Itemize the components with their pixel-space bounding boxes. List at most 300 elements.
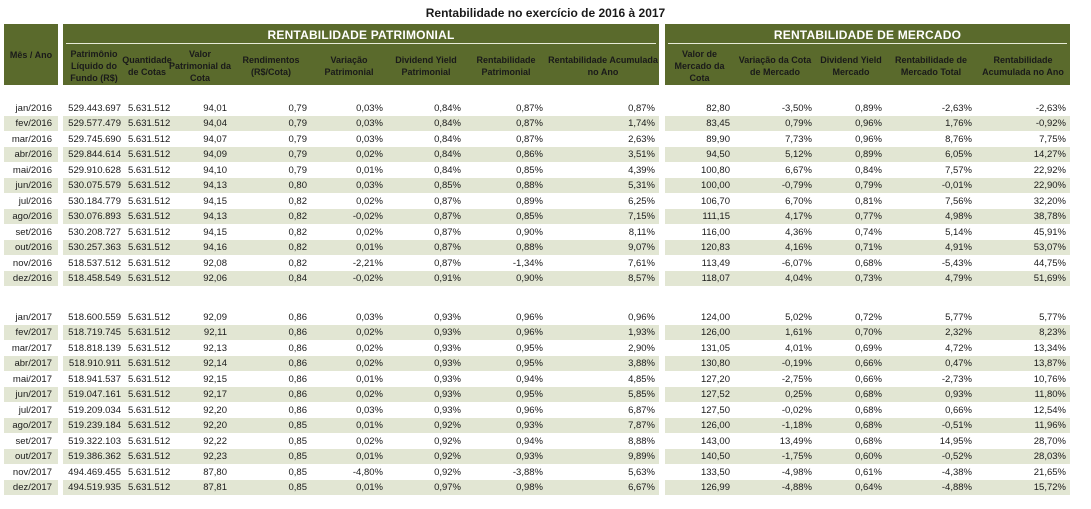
cell-patrimonio-liquido: 518.818.139 — [68, 342, 121, 354]
cell-dividend-yield-patrimonial: 0,92% — [434, 466, 461, 478]
cell-valor-patrimonial-cota: 94,15 — [203, 195, 227, 207]
cell-dividend-yield-patrimonial: 0,93% — [434, 312, 461, 323]
table-row — [0, 209, 1091, 224]
cell-rentabilidade-acumulada-mercado: 5,77% — [1039, 312, 1066, 323]
column-header-rendimentos: Rendimentos (R$/Cota) — [242, 54, 300, 77]
cell-rentabilidade-mercado-total: -5,43% — [941, 257, 972, 269]
cell-rentabilidade-mercado-total: 1,76% — [945, 118, 972, 130]
cell-patrimonio-liquido: 530.257.363 — [68, 242, 121, 254]
cell-patrimonio-liquido: 529.910.628 — [68, 164, 121, 176]
cell-valor-patrimonial-cota: 94,07 — [203, 133, 227, 145]
cell-rentabilidade-acumulada-patrimonial: 0,87% — [628, 103, 655, 114]
cell-valor-mercado-cota: 100,80 — [700, 164, 730, 176]
group-title-mercado: RENTABILIDADE DE MERCADO — [773, 28, 962, 42]
cell-dividend-yield-patrimonial: 0,84% — [434, 133, 461, 145]
cell-rentabilidade-acumulada-mercado: 45,91% — [1033, 226, 1066, 238]
cell-rentabilidade-mercado-total: -2,73% — [941, 373, 972, 385]
cell-month: abr/2017 — [14, 358, 52, 370]
cell-dividend-yield-mercado: 0,72% — [855, 312, 882, 323]
cell-month: mar/2016 — [11, 133, 52, 145]
table-row — [0, 178, 1091, 193]
cell-rentabilidade-mercado-total: -0,51% — [941, 420, 972, 432]
cell-rentabilidade-acumulada-mercado: 44,75% — [1033, 257, 1066, 269]
cell-patrimonio-liquido: 519.239.184 — [68, 420, 121, 432]
cell-quantidade-cotas: 5.631.512 — [128, 211, 171, 223]
cell-dividend-yield-mercado: 0,68% — [855, 404, 882, 416]
cell-rentabilidade-acumulada-patrimonial: 5,63% — [628, 466, 655, 478]
cell-patrimonio-liquido: 494.519.935 — [68, 481, 121, 493]
cell-rentabilidade-patrimonial: 0,88% — [516, 242, 543, 254]
cell-month: jan/2016 — [15, 103, 52, 114]
cell-rendimentos: 0,85 — [288, 451, 307, 463]
cell-variacao-patrimonial: -2,21% — [352, 257, 383, 269]
column-header-valor-mercado-cota: Valor de Mercado da Cota — [674, 48, 725, 83]
cell-quantidade-cotas: 5.631.512 — [128, 342, 171, 354]
cell-quantidade-cotas: 5.631.512 — [128, 481, 171, 493]
column-header-patrimonio-liquido: Patrimônio Líquido do Fundo (R$) — [70, 48, 118, 83]
cell-variacao-patrimonial: 0,01% — [356, 481, 383, 493]
cell-variacao-patrimonial: 0,02% — [356, 327, 383, 339]
cell-dividend-yield-patrimonial: 0,97% — [434, 481, 461, 493]
cell-rentabilidade-patrimonial: 0,96% — [516, 312, 543, 323]
cell-rentabilidade-patrimonial: 0,87% — [516, 103, 543, 114]
cell-variacao-patrimonial: 0,01% — [356, 242, 383, 254]
cell-valor-patrimonial-cota: 94,04 — [203, 118, 227, 130]
cell-dividend-yield-mercado: 0,69% — [855, 342, 882, 354]
cell-valor-mercado-cota: 116,00 — [701, 226, 730, 238]
cell-quantidade-cotas: 5.631.512 — [128, 466, 171, 478]
cell-valor-patrimonial-cota: 87,80 — [203, 466, 227, 478]
cell-rendimentos: 0,82 — [288, 211, 307, 223]
cell-valor-mercado-cota: 106,70 — [700, 195, 730, 207]
cell-valor-patrimonial-cota: 92,13 — [203, 342, 227, 354]
cell-rentabilidade-patrimonial: 0,87% — [516, 118, 543, 130]
cell-dividend-yield-mercado: 0,77% — [855, 211, 882, 223]
cell-dividend-yield-patrimonial: 0,87% — [434, 195, 461, 207]
cell-dividend-yield-mercado: 0,71% — [855, 242, 882, 254]
cell-variacao-patrimonial: 0,03% — [356, 312, 383, 323]
cell-patrimonio-liquido: 529.745.690 — [68, 133, 121, 145]
cell-rentabilidade-acumulada-mercado: -2,63% — [1035, 103, 1066, 114]
cell-dividend-yield-mercado: 0,81% — [855, 195, 882, 207]
cell-dividend-yield-patrimonial: 0,87% — [434, 211, 461, 223]
cell-valor-patrimonial-cota: 87,81 — [203, 481, 227, 493]
cell-rendimentos: 0,86 — [288, 389, 307, 401]
cell-month: mar/2017 — [11, 342, 52, 354]
cell-dividend-yield-patrimonial: 0,93% — [434, 389, 461, 401]
cell-rentabilidade-acumulada-mercado: 28,70% — [1033, 435, 1066, 447]
cell-dividend-yield-mercado: 0,60% — [855, 451, 882, 463]
cell-rentabilidade-acumulada-mercado: 21,65% — [1033, 466, 1066, 478]
cell-valor-mercado-cota: 127,50 — [700, 404, 730, 416]
cell-dividend-yield-mercado: 0,68% — [855, 389, 882, 401]
cell-valor-mercado-cota: 100,00 — [700, 180, 730, 192]
cell-variacao-cota-mercado: -0,02% — [781, 404, 812, 416]
cell-valor-patrimonial-cota: 94,01 — [203, 103, 227, 114]
cell-rentabilidade-acumulada-mercado: 11,96% — [1034, 420, 1066, 432]
cell-variacao-patrimonial: 0,01% — [356, 373, 383, 385]
cell-rentabilidade-patrimonial: 0,98% — [516, 481, 543, 493]
cell-valor-patrimonial-cota: 92,06 — [203, 272, 227, 284]
cell-dividend-yield-patrimonial: 0,92% — [434, 451, 461, 463]
cell-rendimentos: 0,84 — [288, 272, 307, 284]
cell-rentabilidade-acumulada-patrimonial: 3,88% — [628, 358, 655, 370]
cell-dividend-yield-mercado: 0,61% — [855, 466, 882, 478]
cell-month: jul/2017 — [18, 404, 52, 416]
cell-quantidade-cotas: 5.631.512 — [128, 404, 171, 416]
table-row — [0, 310, 1091, 325]
cell-rentabilidade-acumulada-patrimonial: 2,63% — [628, 133, 655, 145]
cell-rentabilidade-mercado-total: 4,72% — [945, 342, 972, 354]
cell-variacao-cota-mercado: 7,73% — [785, 133, 812, 145]
cell-rentabilidade-acumulada-patrimonial: 9,07% — [628, 242, 655, 254]
cell-valor-patrimonial-cota: 94,15 — [203, 226, 227, 238]
cell-rentabilidade-patrimonial: 0,88% — [516, 180, 543, 192]
cell-dividend-yield-mercado: 0,79% — [855, 180, 882, 192]
table-row — [0, 449, 1091, 464]
cell-valor-mercado-cota: 118,07 — [701, 272, 730, 284]
cell-valor-mercado-cota: 126,00 — [700, 420, 730, 432]
cell-rentabilidade-mercado-total: -0,52% — [941, 451, 972, 463]
cell-quantidade-cotas: 5.631.512 — [128, 358, 171, 370]
cell-variacao-cota-mercado: -0,79% — [781, 180, 812, 192]
cell-patrimonio-liquido: 530.208.727 — [68, 226, 121, 238]
cell-patrimonio-liquido: 529.443.697 — [68, 103, 121, 114]
cell-patrimonio-liquido: 519.047.161 — [68, 389, 121, 401]
cell-rentabilidade-acumulada-patrimonial: 4,85% — [628, 373, 655, 385]
cell-quantidade-cotas: 5.631.512 — [128, 451, 171, 463]
cell-month: dez/2017 — [12, 481, 52, 493]
cell-month: set/2017 — [15, 435, 52, 447]
cell-quantidade-cotas: 5.631.512 — [128, 312, 171, 323]
cell-rentabilidade-acumulada-mercado: 13,87% — [1033, 358, 1066, 370]
cell-variacao-patrimonial: 0,02% — [356, 389, 383, 401]
cell-valor-patrimonial-cota: 92,22 — [203, 435, 227, 447]
cell-variacao-cota-mercado: 4,36% — [785, 226, 812, 238]
table-row — [0, 356, 1091, 371]
cell-rentabilidade-acumulada-mercado: 12,54% — [1033, 404, 1066, 416]
cell-valor-mercado-cota: 94,50 — [706, 149, 730, 161]
table-row — [0, 101, 1091, 116]
cell-rentabilidade-mercado-total: 0,66% — [945, 404, 972, 416]
cell-valor-patrimonial-cota: 94,10 — [203, 164, 227, 176]
cell-quantidade-cotas: 5.631.512 — [128, 257, 171, 269]
cell-valor-patrimonial-cota: 92,09 — [203, 312, 227, 323]
cell-dividend-yield-mercado: 0,68% — [855, 420, 882, 432]
cell-rentabilidade-acumulada-mercado: 51,69% — [1033, 272, 1066, 284]
cell-patrimonio-liquido: 518.458.549 — [68, 272, 121, 284]
cell-variacao-cota-mercado: 4,17% — [785, 211, 812, 223]
table-row — [0, 116, 1091, 131]
cell-rentabilidade-acumulada-patrimonial: 6,87% — [628, 404, 655, 416]
cell-rentabilidade-mercado-total: 0,47% — [945, 358, 972, 370]
cell-valor-patrimonial-cota: 94,09 — [203, 149, 227, 161]
cell-month: jun/2017 — [15, 389, 52, 401]
cell-rendimentos: 0,86 — [288, 342, 307, 354]
cell-quantidade-cotas: 5.631.512 — [128, 327, 171, 339]
table-row — [0, 418, 1091, 433]
cell-variacao-cota-mercado: -1,18% — [781, 420, 812, 432]
cell-rendimentos: 0,79 — [288, 149, 307, 161]
cell-variacao-cota-mercado: 0,79% — [785, 118, 812, 130]
cell-quantidade-cotas: 5.631.512 — [128, 103, 171, 114]
column-header-dividend-yield-mercado: Dividend Yield Mercado — [820, 54, 882, 77]
cell-month: jan/2017 — [15, 312, 52, 323]
cell-variacao-cota-mercado: -4,88% — [781, 481, 812, 493]
cell-rentabilidade-mercado-total: 7,57% — [945, 164, 972, 176]
cell-variacao-cota-mercado: -1,75% — [781, 451, 812, 463]
cell-rendimentos: 0,79 — [288, 118, 307, 130]
cell-variacao-patrimonial: 0,03% — [356, 133, 383, 145]
cell-rentabilidade-patrimonial: 0,87% — [516, 133, 543, 145]
column-header-rentabilidade-acumulada-mercado: Rentabilidade Acumulada no Ano — [982, 54, 1064, 77]
cell-rentabilidade-acumulada-mercado: 13,34% — [1033, 342, 1066, 354]
cell-variacao-cota-mercado: -3,50% — [781, 103, 812, 114]
cell-valor-mercado-cota: 89,90 — [706, 133, 730, 145]
cell-rentabilidade-acumulada-patrimonial: 6,67% — [628, 481, 655, 493]
cell-variacao-cota-mercado: -0,19% — [781, 358, 812, 370]
table-row — [0, 434, 1091, 449]
cell-valor-mercado-cota: 131,05 — [700, 342, 730, 354]
cell-patrimonio-liquido: 519.322.103 — [68, 435, 121, 447]
cell-month: nov/2017 — [12, 466, 52, 478]
cell-patrimonio-liquido: 519.209.034 — [68, 404, 121, 416]
cell-rendimentos: 0,86 — [288, 404, 307, 416]
cell-rendimentos: 0,86 — [288, 312, 307, 323]
cell-month: ago/2017 — [12, 420, 52, 432]
cell-valor-mercado-cota: 126,99 — [700, 481, 730, 493]
cell-variacao-cota-mercado: 13,49% — [779, 435, 812, 447]
group-title-patrimonial: RENTABILIDADE PATRIMONIAL — [267, 28, 455, 42]
cell-rendimentos: 0,85 — [288, 481, 307, 493]
column-header-variacao-patrimonial: Variação Patrimonial — [324, 54, 374, 77]
cell-valor-mercado-cota: 133,50 — [700, 466, 730, 478]
cell-variacao-patrimonial: -4,80% — [352, 466, 383, 478]
cell-month: mai/2016 — [12, 164, 52, 176]
cell-valor-patrimonial-cota: 92,20 — [203, 420, 227, 432]
cell-quantidade-cotas: 5.631.512 — [128, 435, 171, 447]
cell-rentabilidade-patrimonial: 0,86% — [516, 149, 543, 161]
cell-rendimentos: 0,85 — [288, 466, 307, 478]
cell-rentabilidade-mercado-total: -4,38% — [941, 466, 972, 478]
cell-variacao-patrimonial: -0,02% — [352, 211, 383, 223]
cell-rendimentos: 0,86 — [288, 358, 307, 370]
table-row — [0, 147, 1091, 162]
cell-rentabilidade-acumulada-mercado: 53,07% — [1033, 242, 1066, 254]
cell-valor-mercado-cota: 113,49 — [701, 257, 730, 269]
cell-rentabilidade-mercado-total: 8,76% — [945, 133, 972, 145]
cell-quantidade-cotas: 5.631.512 — [128, 272, 171, 284]
cell-valor-patrimonial-cota: 92,20 — [203, 404, 227, 416]
cell-rentabilidade-acumulada-patrimonial: 5,85% — [628, 389, 655, 401]
cell-rentabilidade-acumulada-patrimonial: 8,11% — [628, 226, 655, 238]
cell-variacao-patrimonial: 0,01% — [356, 451, 383, 463]
cell-dividend-yield-patrimonial: 0,93% — [434, 342, 461, 354]
cell-variacao-patrimonial: 0,02% — [356, 149, 383, 161]
cell-rendimentos: 0,79 — [288, 103, 307, 114]
cell-patrimonio-liquido: 529.577.479 — [68, 118, 121, 130]
cell-patrimonio-liquido: 518.537.512 — [68, 257, 121, 269]
cell-dividend-yield-patrimonial: 0,85% — [434, 180, 461, 192]
cell-valor-patrimonial-cota: 92,15 — [203, 373, 227, 385]
cell-variacao-cota-mercado: 1,61% — [785, 327, 812, 339]
cell-rentabilidade-patrimonial: -3,88% — [512, 466, 543, 478]
cell-dividend-yield-mercado: 0,74% — [855, 226, 882, 238]
cell-variacao-cota-mercado: -4,98% — [781, 466, 812, 478]
cell-rentabilidade-acumulada-patrimonial: 5,31% — [628, 180, 655, 192]
cell-rentabilidade-acumulada-patrimonial: 0,96% — [628, 312, 655, 323]
cell-variacao-cota-mercado: 6,70% — [785, 195, 812, 207]
cell-rentabilidade-patrimonial: 0,85% — [516, 164, 543, 176]
cell-rentabilidade-patrimonial: 0,90% — [516, 272, 543, 284]
cell-rentabilidade-acumulada-mercado: 22,90% — [1033, 180, 1066, 192]
cell-rentabilidade-acumulada-mercado: 15,72% — [1033, 481, 1066, 493]
cell-rendimentos: 0,79 — [288, 164, 307, 176]
cell-quantidade-cotas: 5.631.512 — [128, 149, 171, 161]
cell-variacao-cota-mercado: 4,01% — [785, 342, 812, 354]
cell-valor-mercado-cota: 124,00 — [700, 312, 730, 323]
table-title: Rentabilidade no exercício de 2016 à 2017 — [425, 6, 666, 20]
column-header-variacao-cota-mercado: Variação da Cota de Mercado — [738, 54, 812, 77]
cell-dividend-yield-mercado: 0,66% — [855, 373, 882, 385]
cell-rendimentos: 0,82 — [288, 195, 307, 207]
cell-variacao-patrimonial: 0,02% — [356, 226, 383, 238]
cell-rentabilidade-mercado-total: 4,79% — [945, 272, 972, 284]
cell-month: fev/2017 — [15, 327, 52, 339]
cell-rentabilidade-mercado-total: 2,32% — [945, 327, 972, 339]
cell-rentabilidade-acumulada-mercado: 10,76% — [1033, 373, 1066, 385]
cell-month: fev/2016 — [15, 118, 52, 130]
cell-rentabilidade-patrimonial: 0,96% — [516, 327, 543, 339]
cell-rendimentos: 0,82 — [288, 257, 307, 269]
cell-rentabilidade-acumulada-mercado: 14,27% — [1033, 149, 1066, 161]
cell-variacao-patrimonial: 0,03% — [356, 103, 383, 114]
cell-variacao-patrimonial: 0,02% — [356, 358, 383, 370]
cell-rendimentos: 0,85 — [288, 435, 307, 447]
cell-month: ago/2016 — [12, 211, 52, 223]
cell-rendimentos: 0,85 — [288, 420, 307, 432]
cell-patrimonio-liquido: 530.184.779 — [68, 195, 121, 207]
cell-dividend-yield-patrimonial: 0,87% — [434, 257, 461, 269]
cell-valor-mercado-cota: 111,15 — [702, 211, 730, 223]
group-divider-patrimonial — [66, 43, 656, 44]
table-row — [0, 325, 1091, 340]
cell-rendimentos: 0,86 — [288, 373, 307, 385]
cell-quantidade-cotas: 5.631.512 — [128, 242, 171, 254]
cell-rentabilidade-acumulada-patrimonial: 7,15% — [628, 211, 655, 223]
cell-patrimonio-liquido: 529.844.614 — [68, 149, 121, 161]
cell-rentabilidade-patrimonial: 0,93% — [516, 420, 543, 432]
cell-rentabilidade-mercado-total: 14,95% — [939, 435, 972, 447]
cell-month: jun/2016 — [15, 180, 52, 192]
cell-rentabilidade-patrimonial: 0,95% — [516, 342, 543, 354]
table-row — [0, 271, 1091, 286]
cell-dividend-yield-mercado: 0,64% — [855, 481, 882, 493]
cell-quantidade-cotas: 5.631.512 — [128, 373, 171, 385]
cell-rentabilidade-mercado-total: 5,77% — [945, 312, 972, 323]
table-row — [0, 225, 1091, 240]
table-row — [0, 132, 1091, 147]
cell-variacao-patrimonial: 0,02% — [356, 342, 383, 354]
cell-quantidade-cotas: 5.631.512 — [128, 195, 171, 207]
cell-variacao-patrimonial: 0,01% — [356, 420, 383, 432]
cell-rentabilidade-acumulada-patrimonial: 8,88% — [628, 435, 655, 447]
cell-rentabilidade-patrimonial: 0,94% — [516, 373, 543, 385]
cell-dividend-yield-patrimonial: 0,92% — [434, 420, 461, 432]
cell-dividend-yield-patrimonial: 0,91% — [434, 272, 461, 284]
cell-variacao-cota-mercado: 6,67% — [785, 164, 812, 176]
cell-variacao-cota-mercado: -6,07% — [781, 257, 812, 269]
cell-valor-mercado-cota: 143,00 — [700, 435, 730, 447]
cell-patrimonio-liquido: 518.600.559 — [68, 312, 121, 323]
cell-variacao-cota-mercado: 4,16% — [785, 242, 812, 254]
cell-rentabilidade-mercado-total: 7,56% — [945, 195, 972, 207]
table-row — [0, 465, 1091, 480]
cell-dividend-yield-patrimonial: 0,84% — [434, 149, 461, 161]
cell-rentabilidade-acumulada-patrimonial: 9,89% — [628, 451, 655, 463]
cell-quantidade-cotas: 5.631.512 — [128, 133, 171, 145]
cell-valor-mercado-cota: 140,50 — [700, 451, 730, 463]
cell-dividend-yield-patrimonial: 0,93% — [434, 404, 461, 416]
cell-month: nov/2016 — [12, 257, 52, 269]
cell-dividend-yield-mercado: 0,70% — [855, 327, 882, 339]
cell-valor-mercado-cota: 130,80 — [700, 358, 730, 370]
cell-valor-patrimonial-cota: 92,17 — [203, 389, 227, 401]
cell-quantidade-cotas: 5.631.512 — [128, 226, 171, 238]
column-header-rentabilidade-mercado-total: Rentabilidade de Mercado Total — [894, 54, 967, 77]
cell-variacao-patrimonial: 0,03% — [356, 404, 383, 416]
cell-rentabilidade-mercado-total: -0,01% — [941, 180, 972, 192]
cell-rentabilidade-acumulada-mercado: 28,03% — [1033, 451, 1066, 463]
cell-dividend-yield-mercado: 0,89% — [855, 149, 882, 161]
column-header-month: Mês / Ano — [9, 49, 53, 60]
cell-rentabilidade-patrimonial: 0,89% — [516, 195, 543, 207]
cell-rentabilidade-mercado-total: -2,63% — [941, 103, 972, 114]
cell-valor-patrimonial-cota: 94,13 — [203, 211, 227, 223]
cell-dividend-yield-patrimonial: 0,84% — [434, 118, 461, 130]
cell-rentabilidade-acumulada-mercado: 8,23% — [1039, 327, 1066, 339]
cell-rendimentos: 0,80 — [288, 180, 307, 192]
cell-variacao-cota-mercado: -2,75% — [781, 373, 812, 385]
cell-rentabilidade-patrimonial: 0,96% — [516, 404, 543, 416]
cell-quantidade-cotas: 5.631.512 — [128, 420, 171, 432]
cell-patrimonio-liquido: 518.910.911 — [68, 358, 121, 370]
table-row — [0, 341, 1091, 356]
column-header-valor-patrimonial-cota: Valor Patrimonial da Cota — [169, 48, 232, 83]
cell-rentabilidade-patrimonial: 0,85% — [516, 211, 543, 223]
cell-rentabilidade-acumulada-mercado: 7,75% — [1039, 133, 1066, 145]
table-row — [0, 194, 1091, 209]
cell-valor-patrimonial-cota: 92,08 — [203, 257, 227, 269]
cell-quantidade-cotas: 5.631.512 — [128, 164, 171, 176]
cell-variacao-patrimonial: 0,03% — [356, 180, 383, 192]
cell-dividend-yield-patrimonial: 0,84% — [434, 164, 461, 176]
cell-dividend-yield-mercado: 0,68% — [855, 435, 882, 447]
cell-rentabilidade-patrimonial: 0,95% — [516, 358, 543, 370]
cell-valor-patrimonial-cota: 92,11 — [203, 327, 227, 339]
cell-quantidade-cotas: 5.631.512 — [128, 118, 171, 130]
cell-valor-patrimonial-cota: 94,16 — [203, 242, 227, 254]
cell-rentabilidade-acumulada-mercado: 22,92% — [1033, 164, 1066, 176]
cell-dividend-yield-mercado: 0,66% — [855, 358, 882, 370]
cell-dividend-yield-mercado: 0,96% — [855, 133, 882, 145]
cell-quantidade-cotas: 5.631.512 — [128, 180, 171, 192]
cell-dividend-yield-mercado: 0,96% — [855, 118, 882, 130]
cell-valor-mercado-cota: 82,80 — [706, 103, 730, 114]
cell-rentabilidade-mercado-total: -4,88% — [941, 481, 972, 493]
cell-dividend-yield-mercado: 0,68% — [855, 257, 882, 269]
cell-valor-mercado-cota: 120,83 — [700, 242, 730, 254]
